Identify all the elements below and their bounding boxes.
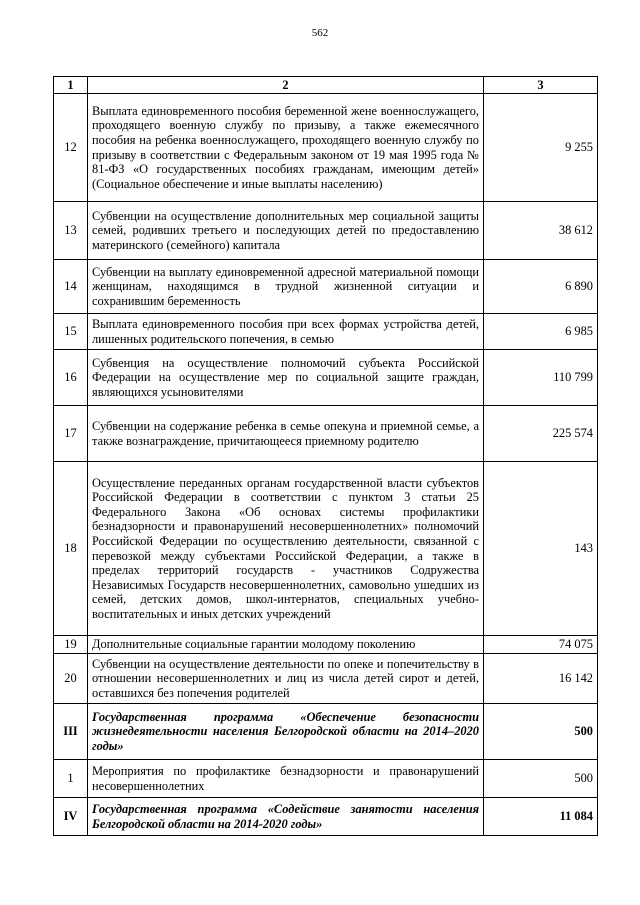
row-number: 20	[54, 654, 88, 704]
row-description: Государственная программа «Обеспечение безопасности жизнедеятельности населения Белгородской области на 2014–2020 годы»	[88, 704, 484, 760]
column-header-2: 2	[88, 77, 484, 94]
row-description: Дополнительные социальные гарантии молодому поколению	[88, 636, 484, 654]
row-value: 16 142	[484, 654, 598, 704]
row-number: 13	[54, 202, 88, 260]
row-description: Субвенции на содержание ребенка в семье опекуна и приемной семье, а также вознаграждение, причитающееся приемному родителю	[88, 406, 484, 462]
row-description: Субвенции на осуществление деятельности по опеке и попечительству в отношении несовершеннолетних и лиц из числа детей сирот и детей, оставшихся без попечения родителей	[88, 654, 484, 704]
table-row	[54, 94, 598, 202]
row-value: 11 084	[484, 798, 598, 836]
row-value: 74 075	[484, 636, 598, 654]
row-value: 110 799	[484, 350, 598, 406]
row-value: 500	[484, 760, 598, 798]
row-number: IV	[54, 798, 88, 836]
row-number: 12	[54, 94, 88, 202]
row-value: 143	[484, 462, 598, 636]
row-description: Выплата единовременного пособия при всех формах устройства детей, лишенных родительского попечения, в семью	[88, 314, 484, 350]
row-description: Осуществление переданных органам государственной власти субъектов Российской Федерации в соответствии с пунктом 3 статьи 25 Федерального Закона «Об основах системы профилактики безнадзорности и правонарушений несовершеннолетних» полномочий Российской Федерации по осуществлению деятельности, связанной с перевозкой между субъектами Российской Федерации, а также в пределах территорий государств - участников Содружества Независимых Государств несовершеннолетних, самовольно ушедших из семей, детских домов, школ-интернатов, специальных учебно-воспитательных и иных детских учреждений	[88, 462, 484, 636]
row-number: 14	[54, 260, 88, 314]
row-number: 16	[54, 350, 88, 406]
table-row	[54, 704, 598, 760]
column-header-3: 3	[484, 77, 598, 94]
row-number: 18	[54, 462, 88, 636]
row-value: 6 985	[484, 314, 598, 350]
table-row	[54, 260, 598, 314]
table-row	[54, 636, 598, 654]
row-value: 38 612	[484, 202, 598, 260]
row-description: Выплата единовременного пособия беременной жене военнослужащего, проходящего военную службу по призыву, а также ежемесячного пособия на ребенка военнослужащего, проходящего военную службу по призыву в соответствии с Федеральным законом от 19 мая 1995 года № 81-ФЗ «О государственных пособиях гражданам, имеющим детей» (Социальное обеспечение и иные выплаты населению)	[88, 94, 484, 202]
table-row	[54, 406, 598, 462]
row-description: Субвенция на осуществление полномочий субъекта Российской Федерации на осуществление мер по социальной защите граждан, являющихся усыновителями	[88, 350, 484, 406]
column-header-1: 1	[54, 77, 88, 94]
row-value: 6 890	[484, 260, 598, 314]
row-value: 500	[484, 704, 598, 760]
row-number: III	[54, 704, 88, 760]
table-row	[54, 654, 598, 704]
table-header-row	[54, 77, 598, 94]
table-row	[54, 314, 598, 350]
row-number: 17	[54, 406, 88, 462]
row-description: Субвенции на выплату единовременной адресной материальной помощи женщинам, находящимся в трудной жизненной ситуации и сохранившим беременность	[88, 260, 484, 314]
row-number: 15	[54, 314, 88, 350]
table-row	[54, 202, 598, 260]
row-description: Мероприятия по профилактике безнадзорности и правонарушений несовершеннолетних	[88, 760, 484, 798]
page-number: 562	[311, 27, 329, 39]
row-description: Государственная программа «Содействие занятости населения Белгородской области на 2014-2020 годы»	[88, 798, 484, 836]
row-value: 225 574	[484, 406, 598, 462]
budget-table	[53, 76, 598, 836]
table-row	[54, 462, 598, 636]
table-row	[54, 798, 598, 836]
row-description: Субвенции на осуществление дополнительных мер социальной защиты семей, родивших третьего и последующих детей по предоставлению материнского (семейного) капитала	[88, 202, 484, 260]
row-number: 1	[54, 760, 88, 798]
row-number: 19	[54, 636, 88, 654]
table-row	[54, 760, 598, 798]
table-row	[54, 350, 598, 406]
row-value: 9 255	[484, 94, 598, 202]
